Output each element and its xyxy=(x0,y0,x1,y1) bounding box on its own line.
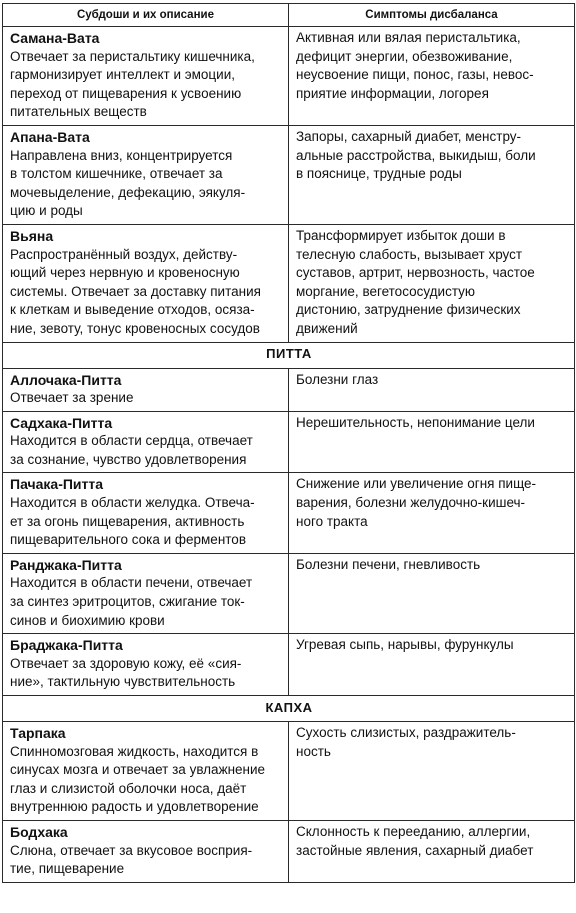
symptom-line: Болезни печени, гневливость xyxy=(296,556,481,572)
section-row-kapha xyxy=(3,696,575,722)
subdosha-table xyxy=(2,3,575,883)
subdosha-description-line: Отвечает за зрение xyxy=(10,390,134,406)
section-title-kapha: КАПХА xyxy=(3,696,575,722)
symptom-line: Активная или вялая перистальтика, xyxy=(296,30,521,45)
symptom-line: застойные явления, сахарный диабет xyxy=(296,842,534,858)
pitta-section xyxy=(3,368,575,696)
subdosha-description-line: Находится в области желудка. Отвеча- xyxy=(10,495,255,511)
subdosha-description-line: к клеткам и выведение отходов, осяза- xyxy=(10,302,255,318)
symptoms-cell xyxy=(289,411,575,473)
symptoms-cell xyxy=(289,27,575,126)
symptom-line: Болезни глаз xyxy=(296,371,379,387)
subdosha-description-line: переход от пищеварения к усвоению xyxy=(10,85,242,101)
table-row xyxy=(3,27,575,126)
vata-section xyxy=(3,27,575,343)
table-row xyxy=(3,722,575,821)
subdosha-name: Бодхака xyxy=(10,823,68,840)
subdosha-description-line: цию и роды xyxy=(10,203,83,219)
subdosha-description-line: Направлена вниз, концентрируется xyxy=(10,147,233,163)
table-row xyxy=(3,368,575,411)
pitta-heading-section xyxy=(3,342,575,368)
subdosha-name: Вьяна xyxy=(10,227,54,244)
section-title-pitta: ПИТТА xyxy=(3,342,575,368)
symptom-line: Сухость слизистых, раздражитель- xyxy=(296,725,516,740)
symptoms-cell xyxy=(289,224,575,342)
subdosha-description-line: ющий через нервную и кровеносную xyxy=(10,265,240,281)
subdosha-description-line: системы. Отвечает за доставку питания xyxy=(10,283,261,299)
symptom-line: неусвоение пищи, понос, газы, невос- xyxy=(296,67,534,83)
subdosha-description-line: ние, зевоту, тонус кровеносных сосудов xyxy=(10,320,260,336)
table-row xyxy=(3,224,575,342)
subdosha-cell xyxy=(3,368,289,411)
header-subdoshas: Субдоши и их описание xyxy=(3,4,289,27)
symptom-line: дистонию, затруднение физических xyxy=(296,302,521,318)
subdosha-description-line: Отвечает за здоровую кожу, её «сия- xyxy=(10,655,242,671)
symptom-line: дефицит энергии, обезвоживание, xyxy=(296,48,513,64)
table-row xyxy=(3,473,575,553)
subdosha-cell xyxy=(3,411,289,473)
symptom-line: моргание, вегетососудистую xyxy=(296,283,476,299)
table-row xyxy=(3,634,575,696)
subdosha-description-line: за сознание, чувство удовлетворения xyxy=(10,451,247,467)
subdosha-description-line: питательных веществ xyxy=(10,104,147,120)
subdosha-description-line: синусах мозга и отвечает за увлажнение xyxy=(10,762,266,778)
table-row xyxy=(3,553,575,633)
symptom-line: телесную слабость, вызывает хруст xyxy=(296,246,523,262)
subdosha-description-line: ние», тактильную чувствительность xyxy=(10,674,236,690)
subdosha-description-line: Спинномозговая жидкость, находится в xyxy=(10,743,259,759)
subdosha-cell xyxy=(3,125,289,224)
subdosha-cell xyxy=(3,722,289,821)
symptom-line: в пояснице, трудные роды xyxy=(296,166,462,182)
subdosha-description-line: тие, пищеварение xyxy=(10,861,125,877)
symptom-line: альные расстройства, выкидыш, боли xyxy=(296,147,536,163)
subdosha-description-line: синов и биохимию крови xyxy=(10,612,165,628)
subdosha-description-line: глаз и слизистой оболочки носа, даёт xyxy=(10,780,247,796)
symptom-line: Склонность к перееданию, аллергии, xyxy=(296,823,531,839)
subdosha-description-line: ет за огонь пищеварения, активность xyxy=(10,513,245,529)
subdosha-description-line: гармонизирует интеллект и эмоции, xyxy=(10,67,235,83)
subdosha-description-line: Находится в области печени, отвечает xyxy=(10,575,253,591)
subdosha-name: Пачака-Питта xyxy=(10,476,104,493)
symptoms-cell xyxy=(289,125,575,224)
symptom-line: ного тракта xyxy=(296,513,368,529)
symptoms-cell xyxy=(289,634,575,696)
symptom-line: ность xyxy=(296,743,331,759)
symptom-line: Снижение или увеличение огня пище- xyxy=(296,476,537,492)
table-row xyxy=(3,411,575,473)
subdosha-description-line: Находится в области сердца, отвечает xyxy=(10,433,253,449)
table-row xyxy=(3,820,575,882)
subdosha-description-line: внутреннюю радость и удовлетворение xyxy=(10,799,259,815)
subdosha-description-line: в толстом кишечнике, отвечает за xyxy=(10,166,223,182)
subdosha-cell xyxy=(3,553,289,633)
symptom-line: варения, болезни желудочно-кишеч- xyxy=(296,495,526,511)
header-row xyxy=(3,4,575,27)
symptom-line: суставов, артрит, нервозность, частое xyxy=(296,265,535,281)
subdosha-name: Браджака-Питта xyxy=(10,637,123,654)
subdosha-name: Тарпака xyxy=(10,725,66,741)
section-row-pitta xyxy=(3,342,575,368)
symptom-line: Трансформирует избыток доши в xyxy=(296,227,506,243)
symptoms-cell xyxy=(289,368,575,411)
subdosha-description-line: за синтез эритроцитов, сжигание ток- xyxy=(10,594,245,610)
subdosha-name: Аллочака-Питта xyxy=(10,371,122,388)
subdosha-cell xyxy=(3,820,289,882)
symptom-line: Угревая сыпь, нарывы, фурункулы xyxy=(296,637,514,653)
header-symptoms: Симптомы дисбаланса xyxy=(289,4,575,27)
symptoms-cell xyxy=(289,553,575,633)
subdosha-name: Ранджака-Питта xyxy=(10,556,122,573)
subdosha-cell xyxy=(3,634,289,696)
subdosha-cell xyxy=(3,224,289,342)
symptoms-cell xyxy=(289,820,575,882)
subdosha-name: Апана-Вата xyxy=(10,128,90,145)
symptom-line: движений xyxy=(296,320,358,336)
symptom-line: Нерешительность, непонимание цели xyxy=(296,414,535,430)
subdosha-name: Садхака-Питта xyxy=(10,414,113,431)
subdosha-name: Самана-Вата xyxy=(10,30,100,46)
symptom-line: Запоры, сахарный диабет, менстру- xyxy=(296,128,522,144)
symptom-line: приятие информации, логорея xyxy=(296,85,489,101)
subdosha-description-line: Слюна, отвечает за вкусовое восприя- xyxy=(10,842,253,858)
subdosha-description-line: Отвечает за перистальтику кишечника, xyxy=(10,48,255,64)
subdosha-description-line: Распространённый воздух, действу- xyxy=(10,246,238,262)
symptoms-cell xyxy=(289,722,575,821)
table-row xyxy=(3,125,575,224)
subdosha-cell xyxy=(3,473,289,553)
symptoms-cell xyxy=(289,473,575,553)
subdosha-description-line: мочевыделение, дефекацию, эякуля- xyxy=(10,184,246,200)
kapha-section xyxy=(3,722,575,883)
kapha-heading-section xyxy=(3,696,575,722)
subdosha-description-line: пищеварительного сока и ферментов xyxy=(10,532,246,548)
subdosha-cell xyxy=(3,27,289,126)
